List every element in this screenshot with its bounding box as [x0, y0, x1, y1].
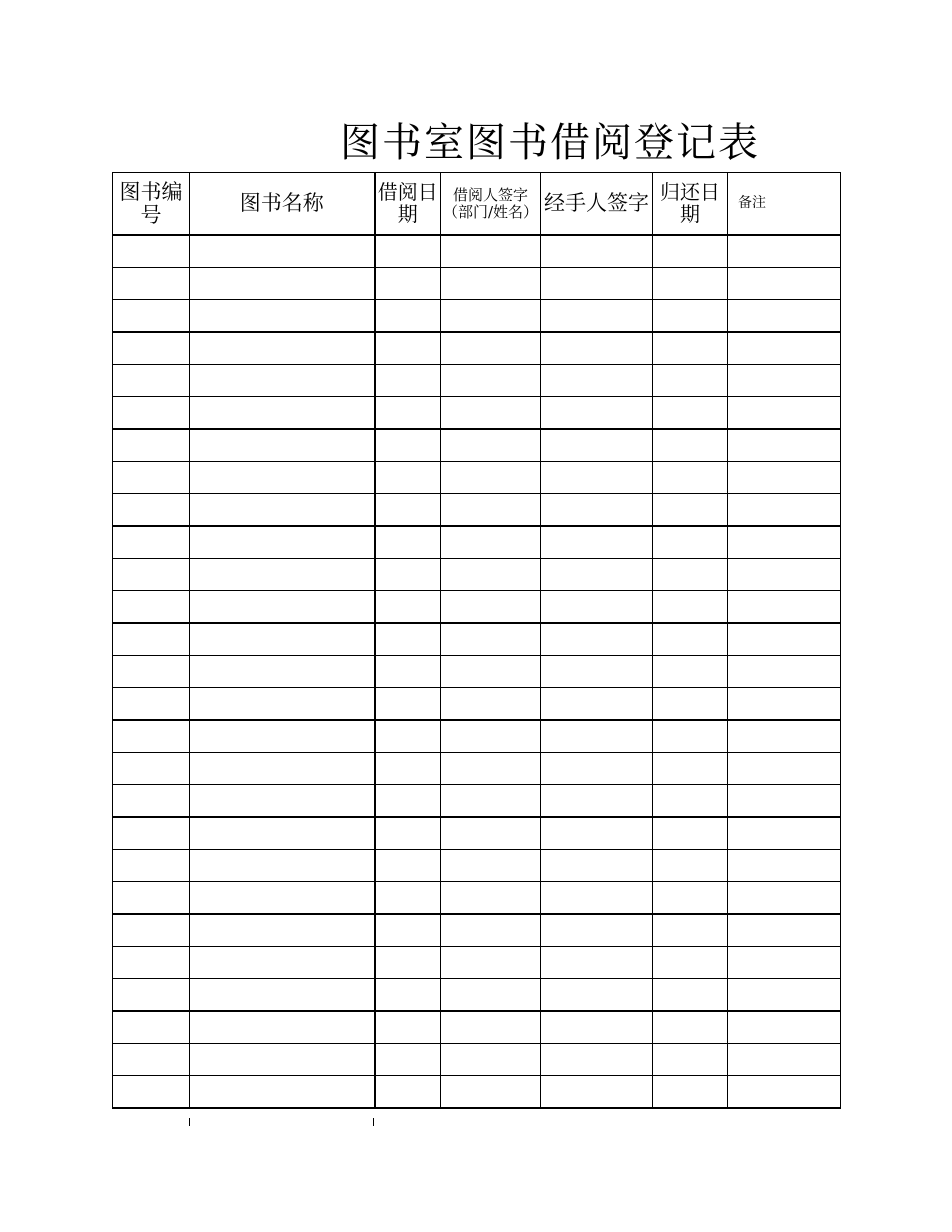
borrower-signature-cell[interactable] [441, 1044, 541, 1076]
return-date-cell[interactable] [653, 429, 728, 462]
borrower-signature-cell[interactable] [441, 591, 541, 624]
book-number-cell[interactable] [113, 882, 190, 915]
borrow-date-cell[interactable] [375, 526, 441, 559]
book-number-cell[interactable] [113, 268, 190, 300]
handler-signature-cell[interactable] [541, 623, 653, 656]
table-row [113, 688, 841, 721]
book-number-cell[interactable] [113, 1011, 190, 1044]
handler-signature-cell[interactable] [541, 1044, 653, 1076]
table-row [113, 623, 841, 656]
remarks-cell[interactable] [728, 882, 841, 915]
return-date-cell[interactable] [653, 1076, 728, 1109]
remarks-cell[interactable] [728, 914, 841, 947]
return-date-cell[interactable] [653, 235, 728, 268]
header-remarks: 备注 [728, 173, 841, 236]
handler-signature-cell[interactable] [541, 688, 653, 721]
return-date-cell[interactable] [653, 817, 728, 850]
book-name-cell[interactable] [190, 656, 375, 688]
borrower-signature-cell[interactable] [441, 850, 541, 882]
borrower-signature-cell[interactable] [441, 785, 541, 818]
return-date-cell[interactable] [653, 1044, 728, 1076]
return-date-cell[interactable] [653, 1011, 728, 1044]
book-number-cell[interactable] [113, 720, 190, 753]
handler-signature-cell[interactable] [541, 494, 653, 527]
book-number-cell[interactable] [113, 526, 190, 559]
table-row [113, 332, 841, 365]
handler-signature-cell[interactable] [541, 235, 653, 268]
handler-signature-cell[interactable] [541, 947, 653, 979]
book-number-cell[interactable] [113, 623, 190, 656]
table-row [113, 235, 841, 268]
handler-signature-cell[interactable] [541, 656, 653, 688]
book-number-cell[interactable] [113, 462, 190, 494]
borrower-signature-cell[interactable] [441, 817, 541, 850]
book-name-cell[interactable] [190, 494, 375, 527]
borrower-signature-cell[interactable] [441, 332, 541, 365]
handler-signature-cell[interactable] [541, 397, 653, 430]
header-book-number: 图书编号 [113, 173, 190, 236]
book-number-cell[interactable] [113, 656, 190, 688]
remarks-cell[interactable] [728, 1076, 841, 1109]
table-row [113, 1076, 841, 1109]
book-number-cell[interactable] [113, 300, 190, 333]
borrow-date-cell[interactable] [375, 397, 441, 430]
book-name-cell[interactable] [190, 1044, 375, 1076]
borrow-date-cell[interactable] [375, 623, 441, 656]
borrow-date-cell[interactable] [375, 429, 441, 462]
handler-signature-cell[interactable] [541, 526, 653, 559]
book-number-cell[interactable] [113, 591, 190, 624]
borrower-signature-cell[interactable] [441, 462, 541, 494]
book-number-cell[interactable] [113, 235, 190, 268]
book-number-cell[interactable] [113, 397, 190, 430]
borrower-signature-cell[interactable] [441, 300, 541, 333]
column-divider-tail [373, 1118, 374, 1126]
borrower-signature-cell[interactable] [441, 914, 541, 947]
remarks-cell[interactable] [728, 365, 841, 397]
table-row [113, 300, 841, 333]
book-name-cell[interactable] [190, 235, 375, 268]
return-date-cell[interactable] [653, 623, 728, 656]
remarks-cell[interactable] [728, 268, 841, 300]
book-name-cell[interactable] [190, 914, 375, 947]
borrower-signature-cell[interactable] [441, 1076, 541, 1109]
borrower-signature-cell[interactable] [441, 559, 541, 591]
handler-signature-cell[interactable] [541, 785, 653, 818]
return-date-cell[interactable] [653, 332, 728, 365]
table-row [113, 1011, 841, 1044]
borrow-date-cell[interactable] [375, 850, 441, 882]
borrow-date-cell[interactable] [375, 494, 441, 527]
borrower-signature-cell[interactable] [441, 429, 541, 462]
remarks-cell[interactable] [728, 850, 841, 882]
book-name-cell[interactable] [190, 365, 375, 397]
return-date-cell[interactable] [653, 850, 728, 882]
table-row [113, 817, 841, 850]
return-date-cell[interactable] [653, 559, 728, 591]
remarks-cell[interactable] [728, 559, 841, 591]
book-number-cell[interactable] [113, 753, 190, 785]
borrow-date-cell[interactable] [375, 688, 441, 721]
borrower-signature-cell[interactable] [441, 365, 541, 397]
remarks-cell[interactable] [728, 494, 841, 527]
return-date-cell[interactable] [653, 300, 728, 333]
return-date-cell[interactable] [653, 882, 728, 915]
handler-signature-cell[interactable] [541, 753, 653, 785]
borrower-signature-cell[interactable] [441, 947, 541, 979]
return-date-cell[interactable] [653, 688, 728, 721]
borrow-date-cell[interactable] [375, 462, 441, 494]
header-return-date: 归还日期 [653, 173, 728, 236]
table-row [113, 397, 841, 430]
borrow-date-cell[interactable] [375, 720, 441, 753]
table-row [113, 656, 841, 688]
borrow-date-cell[interactable] [375, 1076, 441, 1109]
borrower-signature-cell[interactable] [441, 720, 541, 753]
return-date-cell[interactable] [653, 365, 728, 397]
borrow-date-cell[interactable] [375, 1044, 441, 1076]
return-date-cell[interactable] [653, 979, 728, 1012]
book-number-cell[interactable] [113, 1076, 190, 1109]
book-number-cell[interactable] [113, 365, 190, 397]
remarks-cell[interactable] [728, 979, 841, 1012]
header-row [113, 173, 841, 236]
return-date-cell[interactable] [653, 462, 728, 494]
book-name-cell[interactable] [190, 268, 375, 300]
return-date-cell[interactable] [653, 591, 728, 624]
borrower-signature-cell[interactable] [441, 397, 541, 430]
book-name-cell[interactable] [190, 753, 375, 785]
handler-signature-cell[interactable] [541, 720, 653, 753]
handler-signature-cell[interactable] [541, 300, 653, 333]
book-number-cell[interactable] [113, 850, 190, 882]
remarks-cell[interactable] [728, 591, 841, 624]
table-row [113, 850, 841, 882]
table-row [113, 914, 841, 947]
remarks-cell[interactable] [728, 947, 841, 979]
borrower-signature-cell[interactable] [441, 268, 541, 300]
borrow-date-cell[interactable] [375, 235, 441, 268]
borrow-date-cell[interactable] [375, 979, 441, 1012]
book-number-cell[interactable] [113, 979, 190, 1012]
book-name-cell[interactable] [190, 882, 375, 915]
book-name-cell[interactable] [190, 300, 375, 333]
borrower-signature-cell[interactable] [441, 753, 541, 785]
column-divider-tail [189, 1118, 190, 1126]
header-borrow-date: 借阅日期 [375, 173, 441, 236]
remarks-cell[interactable] [728, 462, 841, 494]
book-name-cell[interactable] [190, 591, 375, 624]
return-date-cell[interactable] [653, 656, 728, 688]
return-date-cell[interactable] [653, 397, 728, 430]
return-date-cell[interactable] [653, 914, 728, 947]
handler-signature-cell[interactable] [541, 365, 653, 397]
handler-signature-cell[interactable] [541, 332, 653, 365]
return-date-cell[interactable] [653, 753, 728, 785]
table-row [113, 753, 841, 785]
table-row [113, 979, 841, 1012]
book-number-cell[interactable] [113, 947, 190, 979]
handler-signature-cell[interactable] [541, 914, 653, 947]
return-date-cell[interactable] [653, 268, 728, 300]
table-row [113, 882, 841, 915]
borrower-signature-cell[interactable] [441, 688, 541, 721]
remarks-cell[interactable] [728, 429, 841, 462]
borrower-signature-cell[interactable] [441, 623, 541, 656]
handler-signature-cell[interactable] [541, 882, 653, 915]
return-date-cell[interactable] [653, 785, 728, 818]
handler-signature-cell[interactable] [541, 817, 653, 850]
handler-signature-cell[interactable] [541, 591, 653, 624]
table-row [113, 785, 841, 818]
table-row [113, 494, 841, 527]
remarks-cell[interactable] [728, 785, 841, 818]
handler-signature-cell[interactable] [541, 850, 653, 882]
return-date-cell[interactable] [653, 526, 728, 559]
table-row [113, 1044, 841, 1076]
handler-signature-cell[interactable] [541, 429, 653, 462]
table-row [113, 429, 841, 462]
table-row [113, 720, 841, 753]
book-name-cell[interactable] [190, 332, 375, 365]
table-row [113, 591, 841, 624]
book-name-cell[interactable] [190, 559, 375, 591]
table-row [113, 268, 841, 300]
register-rows [113, 235, 841, 1108]
borrower-signature-cell[interactable] [441, 494, 541, 527]
table-row [113, 462, 841, 494]
remarks-cell[interactable] [728, 688, 841, 721]
book-name-cell[interactable] [190, 623, 375, 656]
handler-signature-cell[interactable] [541, 979, 653, 1012]
book-number-cell[interactable] [113, 1044, 190, 1076]
table-row [113, 559, 841, 591]
book-number-cell[interactable] [113, 332, 190, 365]
header-book-name: 图书名称 [190, 173, 375, 236]
borrowing-register-sheet [112, 172, 840, 1120]
remarks-cell[interactable] [728, 753, 841, 785]
borrower-signature-cell[interactable] [441, 1011, 541, 1044]
borrower-signature-cell[interactable] [441, 526, 541, 559]
book-name-cell[interactable] [190, 850, 375, 882]
borrow-date-cell[interactable] [375, 785, 441, 818]
book-name-cell[interactable] [190, 817, 375, 850]
borrow-date-cell[interactable] [375, 656, 441, 688]
book-number-cell[interactable] [113, 785, 190, 818]
remarks-cell[interactable] [728, 332, 841, 365]
borrow-date-cell[interactable] [375, 882, 441, 915]
book-name-cell[interactable] [190, 1076, 375, 1109]
handler-signature-cell[interactable] [541, 268, 653, 300]
remarks-cell[interactable] [728, 1011, 841, 1044]
book-name-cell[interactable] [190, 979, 375, 1012]
borrow-date-cell[interactable] [375, 947, 441, 979]
borrow-date-cell[interactable] [375, 300, 441, 333]
book-name-cell[interactable] [190, 720, 375, 753]
table-row [113, 526, 841, 559]
borrow-date-cell[interactable] [375, 591, 441, 624]
borrow-date-cell[interactable] [375, 753, 441, 785]
book-name-cell[interactable] [190, 688, 375, 721]
header-borrower-signature: 借阅人签字（部门/姓名） [441, 173, 541, 236]
header-handler-signature: 经手人签字 [541, 173, 653, 236]
remarks-cell[interactable] [728, 623, 841, 656]
book-name-cell[interactable] [190, 526, 375, 559]
book-number-cell[interactable] [113, 559, 190, 591]
remarks-cell[interactable] [728, 235, 841, 268]
borrow-date-cell[interactable] [375, 817, 441, 850]
book-name-cell[interactable] [190, 429, 375, 462]
remarks-cell[interactable] [728, 1044, 841, 1076]
return-date-cell[interactable] [653, 494, 728, 527]
remarks-cell[interactable] [728, 817, 841, 850]
book-name-cell[interactable] [190, 462, 375, 494]
remarks-cell[interactable] [728, 397, 841, 430]
return-date-cell[interactable] [653, 720, 728, 753]
form-title: 图书室图书借阅登记表 [340, 120, 760, 166]
remarks-cell[interactable] [728, 300, 841, 333]
table-row [113, 947, 841, 979]
book-number-cell[interactable] [113, 494, 190, 527]
borrower-signature-cell[interactable] [441, 235, 541, 268]
book-number-cell[interactable] [113, 817, 190, 850]
borrow-date-cell[interactable] [375, 332, 441, 365]
book-name-cell[interactable] [190, 397, 375, 430]
borrow-date-cell[interactable] [375, 268, 441, 300]
borrower-signature-cell[interactable] [441, 979, 541, 1012]
handler-signature-cell[interactable] [541, 1076, 653, 1109]
remarks-cell[interactable] [728, 656, 841, 688]
book-name-cell[interactable] [190, 785, 375, 818]
table-row [113, 365, 841, 397]
borrowing-register-table [112, 172, 841, 1109]
borrower-signature-cell[interactable] [441, 656, 541, 688]
borrow-date-cell[interactable] [375, 914, 441, 947]
borrow-date-cell[interactable] [375, 365, 441, 397]
book-number-cell[interactable] [113, 914, 190, 947]
remarks-cell[interactable] [728, 526, 841, 559]
remarks-cell[interactable] [728, 720, 841, 753]
borrower-signature-cell[interactable] [441, 882, 541, 915]
borrow-date-cell[interactable] [375, 559, 441, 591]
handler-signature-cell[interactable] [541, 559, 653, 591]
handler-signature-cell[interactable] [541, 462, 653, 494]
handler-signature-cell[interactable] [541, 1011, 653, 1044]
return-date-cell[interactable] [653, 947, 728, 979]
book-number-cell[interactable] [113, 688, 190, 721]
borrow-date-cell[interactable] [375, 1011, 441, 1044]
book-name-cell[interactable] [190, 1011, 375, 1044]
book-name-cell[interactable] [190, 947, 375, 979]
book-number-cell[interactable] [113, 429, 190, 462]
